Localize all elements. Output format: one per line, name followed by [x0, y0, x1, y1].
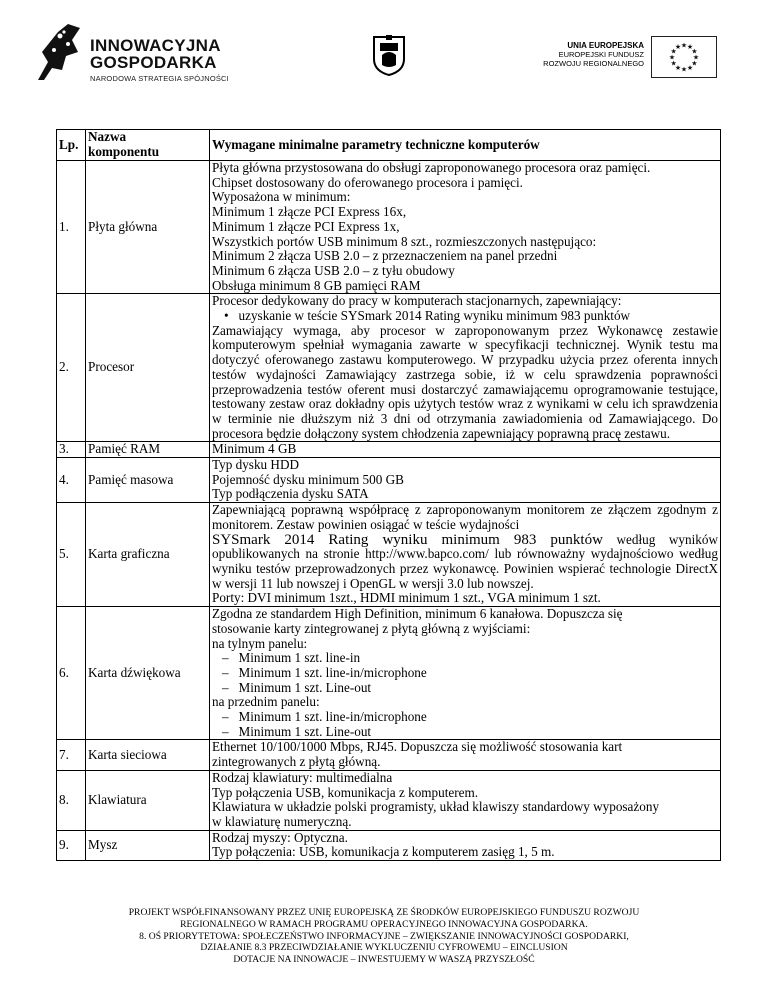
desc-line: na tylnym panelu: — [212, 635, 308, 651]
desc-paragraph: Zapewniającą poprawną współpracę z zaproponowanym monitorem ze złączem zgodnym z monitorem. Zestaw powinien osiągać w teście wydajności — [212, 502, 718, 532]
row-name: Pamięć RAM — [86, 442, 210, 458]
row-desc — [210, 770, 721, 830]
coat-of-arms-icon — [372, 33, 406, 77]
dash-item: – Minimum 1 szt. Line-out — [222, 679, 372, 695]
desc-line: Ethernet 10/100/1000 Mbps, RJ45. Dopuszcza się możliwość stosowania kart — [212, 739, 623, 755]
eu-line2: EUROPEJSKI FUNDUSZ — [558, 50, 644, 59]
row-desc — [210, 294, 721, 442]
row-name: Karta graficzna — [86, 503, 210, 607]
desc-line: Klawiatura w układzie polski programisty, układ klawiszy standardowy wyposażony — [212, 799, 660, 815]
row-lp: 8. — [57, 770, 86, 830]
row-name: Pamięć masowa — [86, 458, 210, 503]
eu-star-icon: ★ — [670, 47, 677, 56]
row-desc — [210, 161, 721, 294]
desc-line: Wyposażona w minimum: — [212, 189, 351, 205]
desc-line: Pojemność dysku minimum 500 GB — [212, 471, 404, 487]
page-footer — [0, 907, 768, 966]
row-lp: 2. — [57, 294, 86, 442]
eu-line3: ROZWOJU REGIONALNEGO — [543, 59, 644, 68]
logo-title-line1: INNOWACYJNA — [90, 36, 221, 55]
row-desc — [210, 503, 721, 607]
desc-paragraph: opublikowanych na stronie http://www.bapco.com/ lub równoważny wydajnościowo według wyniku testów przeprowadzonych przez wykonawcę. Powinien wspierać technologie DirectX w wersji 11 lub nowszej i OpenGL w wersji 3.0 lub nowszej. — [212, 546, 718, 591]
eu-line1: UNIA EUROPEJSKA — [567, 41, 644, 50]
table-row — [57, 503, 721, 607]
dash-item: – Minimum 1 szt. line-in/microphone — [222, 664, 427, 680]
footer-line1: PROJEKT WSPÓŁFINANSOWANY PRZEZ UNIĘ EUROPEJSKĄ ZE ŚRODKÓW EUROPEJSKIEGO FUNDUSZU ROZWOJU — [128, 907, 640, 918]
desc-line: zintegrowanych z płytą główną. — [212, 754, 381, 770]
bullet-item: • uzyskanie w teście SYSmark 2014 Rating wyniku minimum 983 punktów — [224, 308, 631, 324]
eu-star-icon: ★ — [691, 59, 698, 68]
desc-line: Minimum 6 złącza USB 2.0 – z tyłu obudowy — [212, 262, 455, 278]
dash-text: Minimum 1 szt. line-in/microphone — [238, 709, 427, 725]
dash-item: – Minimum 1 szt. line-in — [222, 650, 361, 666]
spec-table — [56, 129, 721, 861]
dash-text: Minimum 1 szt. Line-out — [238, 679, 372, 695]
desc-line: Procesor dedykowany do pracy w komputerach stacjonarnych, zapewniający: — [212, 293, 622, 309]
table-row — [57, 830, 721, 860]
desc-line: Minimum 1 złącze PCI Express 16x, — [212, 204, 407, 220]
desc-line: Płyta główna przystosowana do obsługi zaproponowanego procesora oraz pamięci. — [212, 160, 651, 175]
desc-line: Wszystkich portów USB minimum 8 szt., rozmieszczonych następująco: — [212, 233, 597, 249]
row-lp: 3. — [57, 442, 86, 458]
row-desc — [210, 740, 721, 770]
desc-paragraph: Zamawiający wymaga, aby procesor w zaproponowanym przez Wykonawcę zestawie komputerowym spełniał wymagania zawarte w specyfikacji technicznej. Wynik testu ma dotyczyć oferowanego zastawu komputerowego. W przypadku użycia przez oferenta innych testów wydajności Zamawiający zastrzega sobie, iż w celu sprawdzenia poprawności przeprowadzenia testów oferent musi dostarczyć zamawiającemu oprogramowanie testujące, testowany zestaw oraz dokładny opis użytych testów wraz z wynikami w celu ich sprawdzenia w terminie nie dłuższym niż 3 dni od otrzymania zawiadomienia od Zamawiającego. Do procesora będzie dołączony system chłodzenia zapewniający poprawną pracę zestawu. — [212, 322, 718, 441]
row-desc — [210, 830, 721, 860]
row-desc — [210, 607, 721, 740]
eu-star-icon: ★ — [686, 43, 694, 52]
row-desc — [210, 442, 721, 458]
eu-fund-label — [543, 41, 644, 68]
eu-flag-icon — [651, 36, 717, 78]
eu-star-icon: ★ — [674, 63, 682, 72]
desc-line: Typ dysku HDD — [212, 457, 299, 473]
table-row — [57, 458, 721, 503]
eu-star-icon: ★ — [668, 53, 676, 62]
table-row — [57, 161, 721, 294]
header-lp: Lp. — [57, 130, 86, 161]
desc-line: Typ połączenia: USB, komunikacja z komputerem zasięg 1, 5 m. — [212, 844, 555, 860]
row-name: Karta dźwiękowa — [86, 607, 210, 740]
logo-figure-icon — [34, 22, 84, 84]
row-name: Klawiatura — [86, 770, 210, 830]
table-row — [57, 442, 721, 458]
header-name-line2: komponentu — [88, 144, 160, 159]
benchmark-tail: według wyników — [616, 531, 718, 547]
dash-text: Minimum 1 szt. line-in — [238, 650, 361, 666]
footer-line2: REGIONALNEGO W RAMACH PROGRAMU OPERACYJNEGO INNOWACYJNA GOSPODARKA. — [180, 918, 588, 930]
logo-subtitle: NARODOWA STRATEGIA SPÓJNOŚCI — [90, 74, 229, 83]
row-name: Procesor — [86, 294, 210, 442]
eu-star-icon: ★ — [670, 59, 677, 68]
desc-line: Porty: DVI minimum 1szt., HDMI minimum 1 szt., VGA minimum 1 szt. — [212, 590, 601, 606]
eu-star-icon: ★ — [674, 43, 682, 52]
table-row — [57, 294, 721, 442]
table-header-row — [57, 130, 721, 161]
header-name — [86, 130, 210, 161]
row-name: Mysz — [86, 830, 210, 860]
innowacyjna-gospodarka-logo — [34, 22, 264, 92]
desc-line: w klawiaturę numeryczną. — [212, 813, 352, 829]
footer-line5: DOTACJE NA INNOWACJE – INWESTUJEMY W WASZĄ PRZYSZŁOŚĆ — [233, 954, 535, 966]
desc-line: Rodzaj myszy: Optyczna. — [212, 829, 348, 845]
desc-line: na przednim panelu: — [212, 694, 320, 710]
footer-line4: DZIAŁANIE 8.3 PRZECIWDZIAŁANIE WYKLUCZENIU CYFROWEMU – EINCLUSION — [200, 942, 568, 954]
dash-item: – Minimum 1 szt. Line-out — [222, 723, 372, 739]
desc-line: Rodzaj klawiatury: multimedialna — [212, 769, 393, 785]
row-desc — [210, 458, 721, 503]
desc-line: Obsługa minimum 8 GB pamięci RAM — [212, 277, 421, 293]
table-row — [57, 740, 721, 770]
row-lp: 5. — [57, 503, 86, 607]
logo-title — [90, 37, 221, 71]
logo-title-line2: GOSPODARKA — [90, 53, 217, 72]
desc-line: Zgodna ze standardem High Definition, minimum 6 kanałowa. Dopuszcza się — [212, 606, 623, 622]
bullet-text: uzyskanie w teście SYSmark 2014 Rating wyniku minimum 983 punktów — [238, 308, 631, 324]
eu-star-icon: ★ — [680, 65, 688, 74]
row-lp: 4. — [57, 458, 86, 503]
header-name-line1: Nazwa — [88, 129, 127, 145]
header-params: Wymagane minimalne parametry techniczne komputerów — [210, 130, 721, 161]
eu-star-icon: ★ — [680, 41, 688, 50]
eu-star-icon: ★ — [691, 47, 698, 56]
desc-line: stosowanie karty zintegrowanej z płytą główną z wyjściami: — [212, 620, 531, 636]
desc-line: Minimum 1 złącze PCI Express 1x, — [212, 218, 400, 234]
row-name: Płyta główna — [86, 161, 210, 294]
desc-line: Chipset dostosowany do oferowanego procesora i pamięci. — [212, 174, 523, 190]
page-header — [0, 0, 768, 110]
table-row — [57, 607, 721, 740]
dash-text: Minimum 1 szt. Line-out — [238, 723, 372, 739]
eu-star-icon: ★ — [686, 63, 694, 72]
dash-item: – Minimum 1 szt. line-in/microphone — [222, 709, 427, 725]
desc-line: Minimum 4 GB — [212, 441, 297, 457]
desc-line: Typ połączenia USB, komunikacja z komputerem. — [212, 784, 479, 800]
row-lp: 7. — [57, 740, 86, 770]
benchmark-text: SYSmark 2014 Rating wyniku minimum 983 punktów — [212, 531, 603, 548]
row-lp: 6. — [57, 607, 86, 740]
row-lp: 1. — [57, 161, 86, 294]
desc-line: Typ podłączenia dysku SATA — [212, 486, 369, 502]
row-name: Karta sieciowa — [86, 740, 210, 770]
desc-paragraph-mixed — [212, 533, 718, 548]
footer-line3: 8. OŚ PRIORYTETOWA: SPOŁECZEŃSTWO INFORMACYJNE – ZWIĘKSZANIE INNOWACYJNOŚCI GOSPODARKI, — [139, 930, 629, 942]
table-row — [57, 770, 721, 830]
dash-text: Minimum 1 szt. line-in/microphone — [238, 664, 427, 680]
desc-line: Minimum 2 złącza USB 2.0 – z przeznaczeniem na panel przedni — [212, 248, 558, 264]
eu-star-icon: ★ — [692, 53, 700, 62]
row-lp: 9. — [57, 830, 86, 860]
